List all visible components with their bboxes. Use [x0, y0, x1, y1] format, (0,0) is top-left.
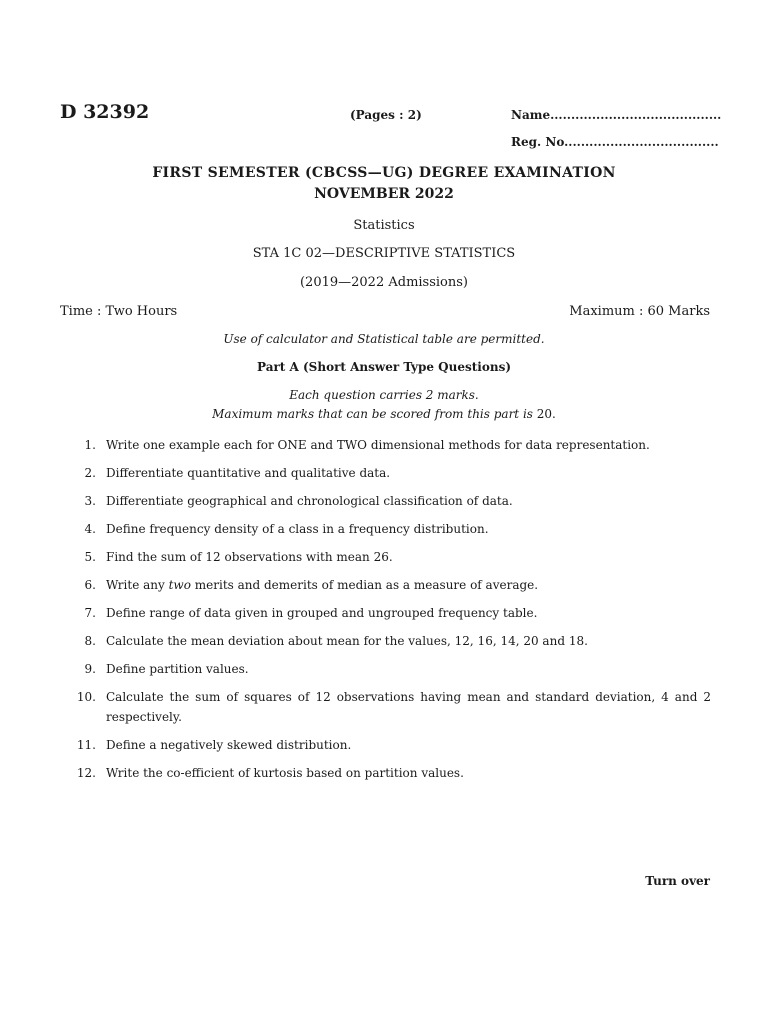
question-text: Define partition values.: [106, 662, 249, 676]
exam-title: FIRST SEMESTER (CBCSS—UG) DEGREE EXAMINATION: [152, 165, 616, 181]
question-emphasis: two: [168, 578, 191, 592]
question-text: [96, 575, 711, 595]
question-item: [60, 735, 711, 755]
paper-code: D 32392: [60, 101, 150, 123]
question-item: [60, 763, 711, 783]
question-text: Calculate the mean deviation about mean for the values, 12, 16, 14, 20 and 18.: [106, 634, 588, 648]
subject-name: Statistics: [353, 218, 415, 233]
maximum-marks: Maximum : 60 Marks: [569, 304, 710, 319]
question-number: 7.: [84, 606, 96, 620]
calculator-note: Use of calculator and Statistical table are permitted.: [223, 332, 545, 346]
question-item: [60, 519, 711, 539]
question-item: [60, 463, 711, 483]
question-text: Define a negatively skewed distribution.: [106, 738, 352, 752]
question-text-end: merits and demerits of median as a measure of average.: [194, 578, 539, 592]
marks-per-question: Each question carries 2 marks.: [289, 388, 479, 402]
question-number: 6.: [84, 578, 96, 592]
question-item: [60, 435, 711, 455]
question-text: Find the sum of 12 observations with mean 26.: [106, 550, 393, 564]
question-number: 4.: [84, 522, 96, 536]
question-item: [60, 547, 711, 567]
part-max-marks: [0, 407, 768, 421]
question-text: Differentiate geographical and chronological classification of data.: [106, 494, 513, 508]
question-text: Differentiate quantitative and qualitative data.: [106, 466, 391, 480]
admissions-years: (2019—2022 Admissions): [299, 275, 468, 290]
question-number: 8.: [84, 634, 96, 648]
question-number: 5.: [84, 550, 96, 564]
question-number: 9.: [84, 662, 96, 676]
question-number: 1.: [84, 438, 96, 452]
question-item: [60, 631, 711, 651]
question-number: 10.: [76, 690, 96, 704]
paper-title: STA 1C 02—DESCRIPTIVE STATISTICS: [252, 246, 516, 261]
time-allowed: Time : Two Hours: [60, 304, 178, 319]
question-item: [60, 575, 711, 595]
part-max-marks-value: 20.: [536, 407, 556, 421]
question-text: Write one example each for ONE and TWO dimensional methods for data representation.: [106, 438, 650, 452]
question-item: [60, 687, 711, 727]
page-count: (Pages : 2): [350, 108, 422, 122]
question-number: 2.: [84, 466, 96, 480]
part-max-marks-text: Maximum marks that can be scored from this part is: [212, 407, 533, 421]
question-number: 11.: [76, 738, 96, 752]
question-text: Define range of data given in grouped and ungrouped frequency table.: [106, 606, 538, 620]
question-text: Calculate the sum of squares of 12 observations having mean and standard deviation, 4 and 2 respectively.: [106, 690, 711, 724]
question-text-start: Write any: [106, 578, 165, 592]
question-text: Define frequency density of a class in a frequency distribution.: [106, 522, 489, 536]
question-item: [60, 603, 711, 623]
question-list: [60, 435, 711, 791]
turn-over-note: Turn over: [645, 874, 710, 888]
question-item: [60, 491, 711, 511]
reg-no-field-label: Reg. No.....................................: [511, 135, 719, 149]
question-number: 3.: [84, 494, 96, 508]
name-field-label: Name.........................................: [511, 108, 722, 122]
question-item: [60, 659, 711, 679]
part-a-heading: Part A (Short Answer Type Questions): [257, 360, 511, 374]
question-text: Write the co-efficient of kurtosis based on partition values.: [106, 766, 464, 780]
question-number: 12.: [76, 766, 96, 780]
exam-session: NOVEMBER 2022: [314, 186, 454, 202]
